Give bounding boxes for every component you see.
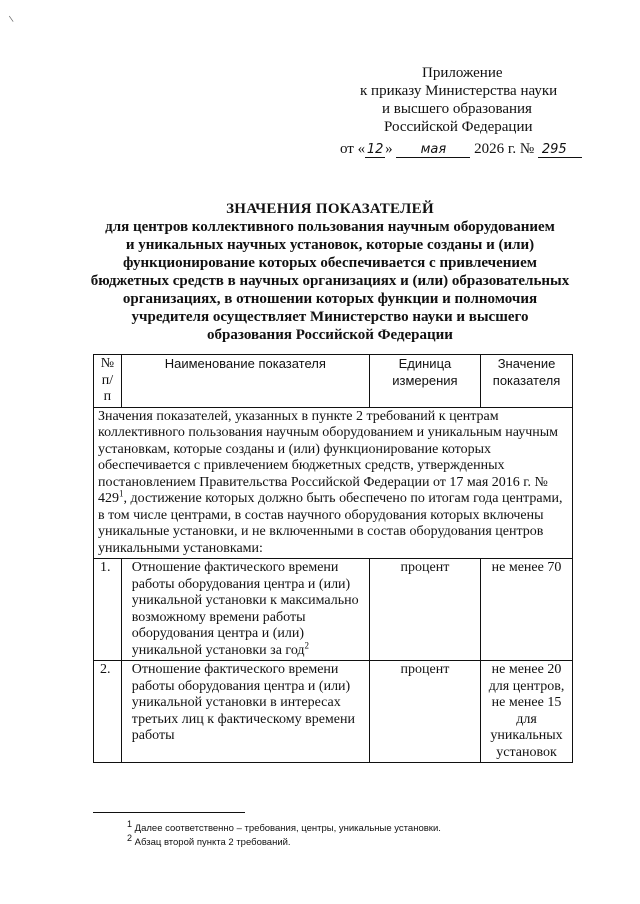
header-name: Наименование показателя bbox=[121, 355, 369, 408]
date-day-handwritten: 12 bbox=[366, 142, 384, 157]
heading-line-5: организациях, в отношении которых функции и полномочия bbox=[122, 291, 538, 307]
footnote-mark: 2 bbox=[127, 832, 133, 843]
footnote-text: Абзац второй пункта 2 требований. bbox=[134, 837, 291, 848]
date-month-handwritten: мая bbox=[396, 142, 470, 158]
footnote-ref-1: 1 bbox=[119, 488, 124, 499]
table-row bbox=[94, 661, 573, 763]
row-name bbox=[121, 559, 369, 661]
row-unit: процент bbox=[369, 559, 480, 661]
row-num: 2. bbox=[94, 661, 122, 763]
row-num: 1. bbox=[94, 559, 122, 661]
table-row bbox=[94, 559, 573, 661]
appendix-date-line bbox=[340, 140, 608, 158]
heading-line-3: функционирование которых обеспечивается с привлечением bbox=[123, 255, 537, 271]
row-value: не менее 70 bbox=[481, 559, 573, 661]
intro-text-part1: Значения показателей, указанных в пункте 2 требований к центрам коллективного пользования научным оборудованием и уникальным научным установкам, которые созданы и (или) функционирование которых обеспечивается с привлечением бюджетных средств, утвержденных постановлением Правительства Российской Федерации от 17 мая 2016 г. № 429 bbox=[98, 408, 559, 506]
footnote-mark: 1 bbox=[127, 818, 133, 829]
table-intro-row bbox=[94, 407, 573, 559]
footnote-separator bbox=[93, 812, 245, 813]
row-name-text: Отношение фактического времени работы оборудования центра и (или) уникальной установки в интересах третьих лиц к фактическому времени работы bbox=[131, 662, 355, 743]
document-heading bbox=[80, 200, 580, 344]
corner-mark: \ bbox=[8, 13, 15, 25]
appendix-title: Приложение bbox=[422, 65, 503, 81]
header-num: № п/п bbox=[94, 355, 122, 408]
appendix-block bbox=[340, 64, 608, 158]
heading-line-7: образования Российской Федерации bbox=[207, 327, 453, 343]
footnotes bbox=[127, 818, 587, 850]
footnote-ref-2: 2 bbox=[304, 639, 310, 650]
appendix-country-line: Российской Федерации bbox=[384, 119, 533, 135]
heading-line-1: для центров коллективного пользования научным оборудованием bbox=[105, 219, 555, 235]
appendix-order-line: к приказу Министерства науки bbox=[360, 83, 558, 99]
heading-line-6: учредителя осуществляет Министерство науки и высшего bbox=[131, 309, 529, 325]
header-unit: Единица измерения bbox=[369, 355, 480, 408]
appendix-ministry-line: и высшего образования bbox=[382, 101, 532, 117]
date-prefix: от « bbox=[340, 141, 366, 157]
intro-text-part2: , достижение которых должно быть обеспечено по итогам года центрами, в том числе центрами, в состав научного оборудования которых включены уникальные установки, и не включенными в состав оборудования центров уникальными установками: bbox=[98, 491, 563, 556]
heading-line-4: бюджетных средств в научных организациях и (или) образовательных bbox=[90, 273, 570, 289]
footnote-item bbox=[127, 818, 587, 836]
document-title: ЗНАЧЕНИЯ ПОКАЗАТЕЛЕЙ bbox=[226, 201, 434, 217]
row-name-text: Отношение фактического времени работы оборудования центра и (или) уникальной установки к максимально возможному времени работы оборудования центра и (или) уникальной установки за год bbox=[131, 560, 359, 658]
table-intro-cell bbox=[94, 407, 573, 559]
heading-line-2: и уникальных научных установок, которые созданы и (или) bbox=[125, 237, 535, 253]
header-value: Значение показателя bbox=[481, 355, 573, 408]
row-name bbox=[121, 661, 369, 763]
row-value: не менее 20 для центров, не менее 15 для уникальных установок bbox=[481, 661, 573, 763]
date-separator: » bbox=[385, 141, 393, 157]
indicators-table bbox=[93, 354, 573, 763]
table-header-row bbox=[94, 355, 573, 408]
date-year: 2026 г. № bbox=[474, 141, 535, 157]
order-number-handwritten: 295 bbox=[538, 142, 582, 158]
footnote-text: Далее соответственно – требования, центры, уникальные установки. bbox=[134, 823, 441, 834]
footnote-item bbox=[127, 832, 587, 850]
row-unit: процент bbox=[369, 661, 480, 763]
